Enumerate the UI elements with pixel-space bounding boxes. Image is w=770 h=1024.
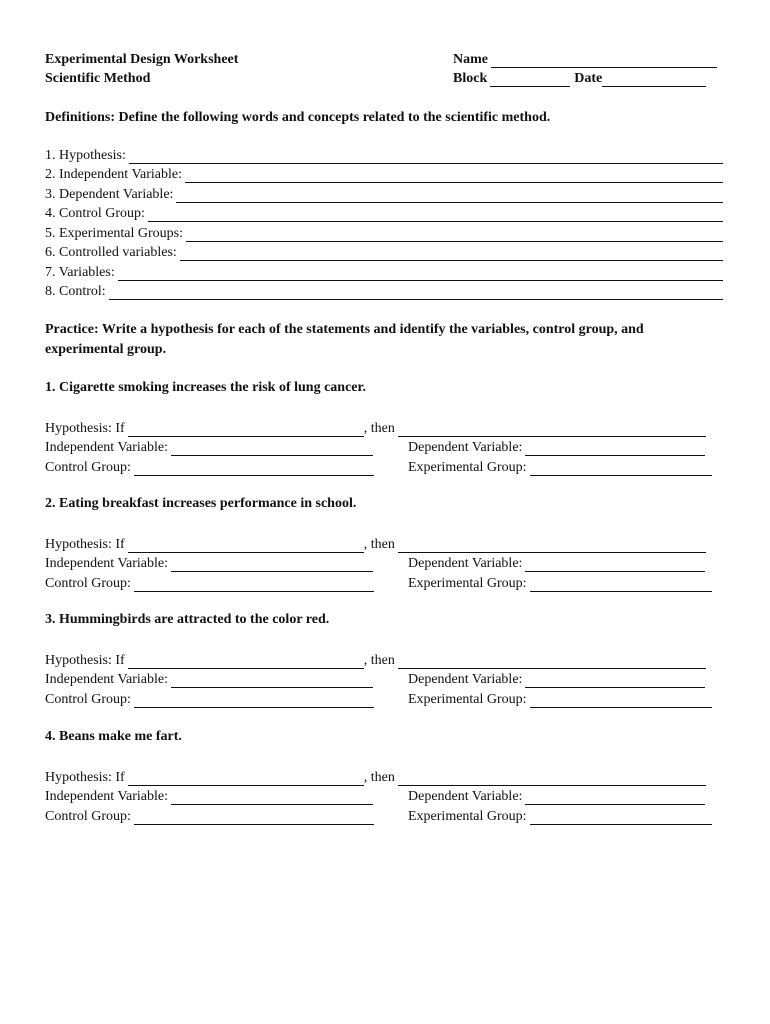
block-date-row [453, 68, 721, 88]
definition-blank[interactable] [129, 150, 723, 164]
definition-item [45, 144, 723, 164]
independent-variable-blank[interactable] [171, 558, 373, 572]
definition-item [45, 164, 723, 184]
hypothesis-row [45, 417, 735, 437]
worksheet-subtitle: Scientific Method [45, 71, 151, 86]
definition-blank[interactable] [176, 189, 723, 203]
problem-statement: 4. Beans make me fart. [45, 729, 182, 744]
definition-item [45, 183, 723, 203]
independent-variable-label: Independent Variable: [45, 672, 168, 687]
control-group-blank[interactable] [134, 694, 374, 708]
name-row [453, 48, 721, 68]
independent-variable-label: Independent Variable: [45, 789, 168, 804]
date-label: Date [574, 71, 603, 86]
independent-variable-label: Independent Variable: [45, 440, 168, 455]
control-group-blank[interactable] [134, 811, 374, 825]
definition-item [45, 242, 723, 262]
experimental-group-label: Experimental Group: [408, 691, 527, 707]
groups-row [45, 805, 735, 825]
practice-problem [45, 494, 735, 592]
hypothesis-row [45, 649, 735, 669]
definition-blank[interactable] [148, 208, 723, 222]
dependent-variable-blank[interactable] [525, 442, 705, 456]
hypothesis-if-label: Hypothesis: If [45, 769, 125, 785]
definition-term: 6. Controlled variables: [45, 245, 177, 260]
hypothesis-row [45, 533, 735, 553]
definition-term: 7. Variables: [45, 264, 115, 280]
dependent-variable-label: Dependent Variable: [408, 789, 523, 804]
independent-variable-blank[interactable] [171, 791, 373, 805]
then-label: , then [363, 536, 395, 552]
hypothesis-if-label: Hypothesis: If [45, 652, 125, 668]
definition-blank[interactable] [109, 286, 723, 300]
groups-row [45, 688, 735, 708]
independent-variable-blank[interactable] [171, 442, 373, 456]
variables-row [45, 786, 735, 806]
problem-statement: 3. Hummingbirds are attracted to the color red. [45, 612, 330, 627]
practice-problem [45, 378, 735, 476]
if-blank[interactable] [128, 772, 364, 786]
then-blank[interactable] [398, 655, 706, 669]
date-blank[interactable] [602, 73, 706, 87]
control-group-label: Control Group: [45, 691, 131, 707]
if-blank[interactable] [128, 423, 364, 437]
dependent-variable-blank[interactable] [525, 558, 705, 572]
experimental-group-blank[interactable] [530, 811, 712, 825]
header-titles [45, 48, 238, 87]
independent-variable-label: Independent Variable: [45, 556, 168, 571]
block-blank[interactable] [490, 73, 570, 87]
experimental-group-blank[interactable] [530, 462, 712, 476]
definition-item [45, 222, 723, 242]
definition-blank[interactable] [118, 267, 723, 281]
hypothesis-if-label: Hypothesis: If [45, 536, 125, 552]
dependent-variable-label: Dependent Variable: [408, 556, 523, 571]
experimental-group-blank[interactable] [530, 578, 712, 592]
independent-variable-blank[interactable] [171, 674, 373, 688]
definition-item [45, 281, 723, 301]
definition-blank[interactable] [185, 169, 723, 183]
block-label: Block [453, 71, 488, 86]
definition-term: 3. Dependent Variable: [45, 186, 174, 202]
experimental-group-blank[interactable] [530, 694, 712, 708]
if-blank[interactable] [128, 655, 364, 669]
name-label: Name [453, 51, 488, 67]
hypothesis-if-label: Hypothesis: If [45, 420, 125, 436]
experimental-group-label: Experimental Group: [408, 459, 527, 475]
experimental-group-label: Experimental Group: [408, 808, 527, 824]
experimental-group-label: Experimental Group: [408, 575, 527, 591]
practice-heading: Practice: Write a hypothesis for each of the statements and identify the variables, control group, and experimental group. [45, 322, 644, 357]
groups-row [45, 456, 735, 476]
groups-row [45, 572, 735, 592]
then-label: , then [363, 769, 395, 785]
student-info [453, 48, 721, 87]
control-group-label: Control Group: [45, 808, 131, 824]
dependent-variable-blank[interactable] [525, 791, 705, 805]
control-group-label: Control Group: [45, 575, 131, 591]
then-blank[interactable] [398, 539, 706, 553]
worksheet-page [45, 0, 735, 1024]
definition-blank[interactable] [186, 228, 723, 242]
worksheet-header [45, 48, 735, 92]
definitions-heading: Definitions: Define the following words and concepts related to the scientific method. [45, 109, 551, 125]
then-label: , then [363, 420, 395, 436]
name-blank[interactable] [491, 54, 717, 68]
problem-statement: 2. Eating breakfast increases performance in school. [45, 496, 357, 511]
then-blank[interactable] [398, 772, 706, 786]
then-blank[interactable] [398, 423, 706, 437]
practice-problem [45, 610, 735, 708]
definition-term: 1. Hypothesis: [45, 147, 126, 163]
definition-term: 2. Independent Variable: [45, 167, 182, 182]
definition-term: 4. Control Group: [45, 206, 145, 221]
variables-row [45, 669, 735, 689]
dependent-variable-blank[interactable] [525, 674, 705, 688]
control-group-label: Control Group: [45, 459, 131, 475]
if-blank[interactable] [128, 539, 364, 553]
definitions-list [45, 144, 723, 300]
dependent-variable-label: Dependent Variable: [408, 672, 523, 687]
definition-blank[interactable] [180, 247, 723, 261]
variables-row [45, 553, 735, 573]
definition-item [45, 203, 723, 223]
definition-item [45, 261, 723, 281]
control-group-blank[interactable] [134, 578, 374, 592]
definition-term: 5. Experimental Groups: [45, 225, 184, 241]
practice-problem [45, 727, 735, 825]
definition-term: 8. Control: [45, 284, 106, 299]
control-group-blank[interactable] [134, 462, 374, 476]
worksheet-title: Experimental Design Worksheet [45, 51, 239, 67]
problem-statement: 1. Cigarette smoking increases the risk of lung cancer. [45, 380, 366, 395]
variables-row [45, 437, 735, 457]
dependent-variable-label: Dependent Variable: [408, 440, 523, 455]
then-label: , then [363, 652, 395, 668]
hypothesis-row [45, 766, 735, 786]
